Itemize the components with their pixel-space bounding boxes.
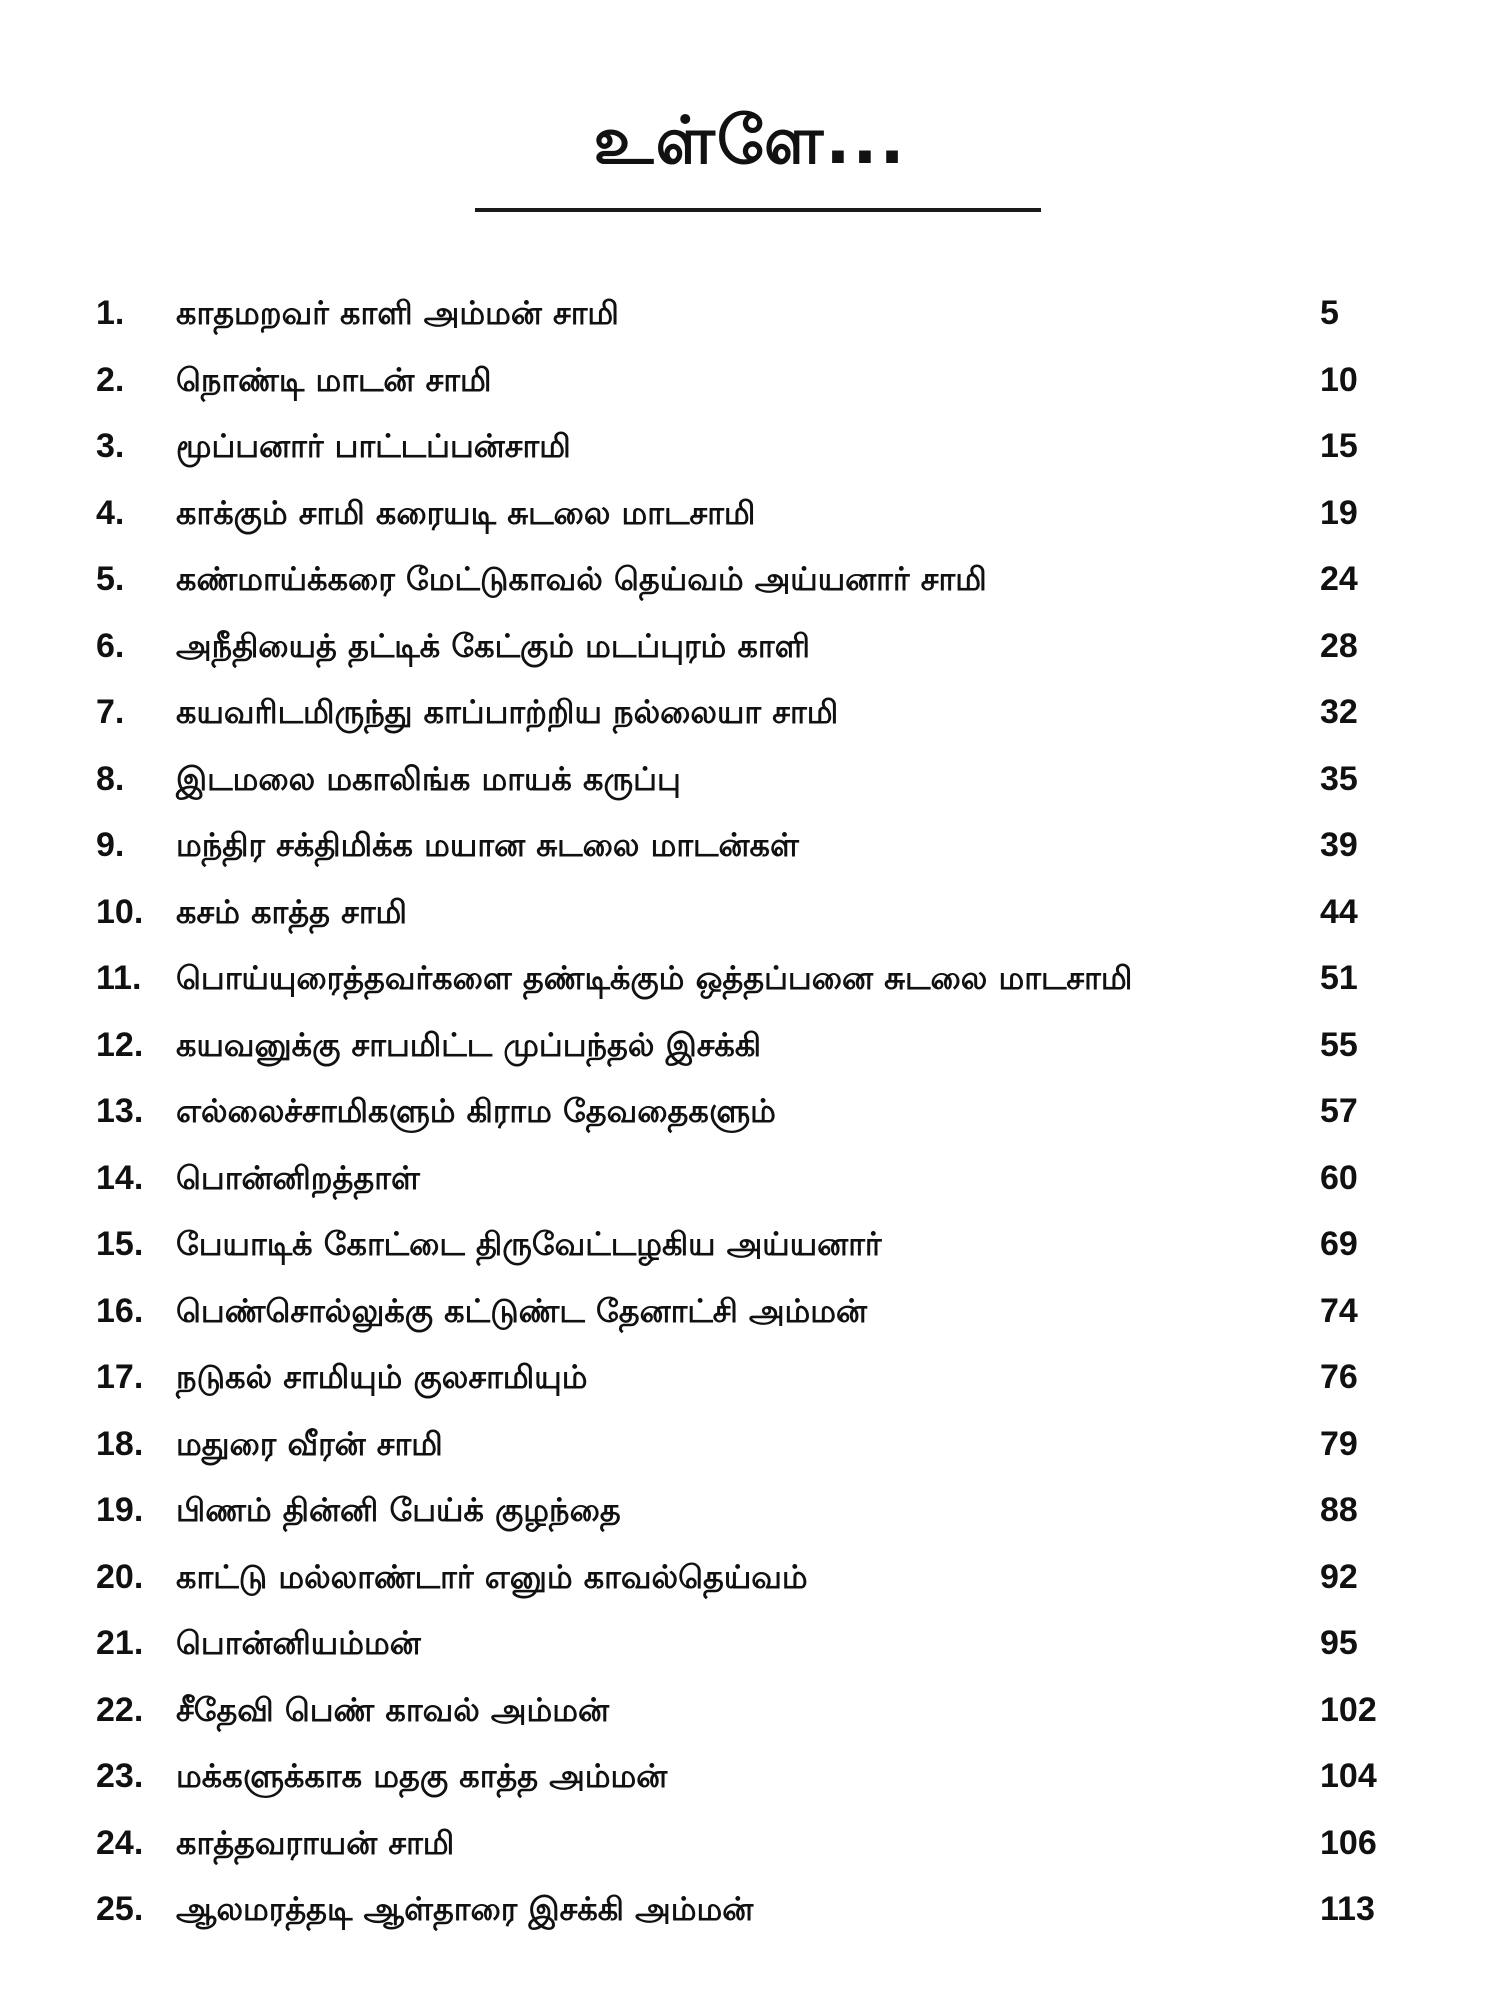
toc-entry-page-number: 44: [1320, 892, 1358, 931]
toc-entry-number: 13.: [96, 1092, 144, 1130]
toc-entry-title: நடுகல் சாமியும் குலசாமியும்: [176, 1358, 588, 1396]
toc-entry: [0, 879, 1500, 946]
toc-entry-number: 4.: [96, 493, 125, 532]
title-underline: [475, 208, 1041, 212]
toc-entry-page-number: 69: [1320, 1225, 1358, 1263]
toc-entry-number: 2.: [96, 360, 125, 399]
toc-entry-number: 9.: [96, 826, 125, 864]
toc-entry-title: சீதேவி பெண் காவல் அம்மன்: [176, 1690, 610, 1729]
toc-entry-number: 1.: [96, 294, 125, 332]
toc-entry-page-number: 79: [1320, 1424, 1358, 1463]
toc-entry-page-number: 106: [1320, 1823, 1377, 1862]
toc-entry-page-number: 39: [1320, 826, 1358, 864]
toc-entry: [0, 1477, 1500, 1544]
toc-entry-page-number: 28: [1320, 626, 1358, 665]
toc-entry-title: மூப்பனார் பாட்டப்பன்சாமி: [176, 427, 571, 465]
toc-entry-title: இடமலை மகாலிங்க மாயக் கருப்பு: [176, 759, 681, 798]
toc-entry-number: 21.: [96, 1624, 144, 1662]
toc-entry: [0, 347, 1500, 414]
toc-entry-number: 17.: [96, 1358, 144, 1396]
toc-entry-number: 25.: [96, 1890, 144, 1928]
toc-entry-title: காதமறவர் காளி அம்மன் சாமி: [176, 294, 619, 332]
toc-entry-title: பொய்யுரைத்தவர்களை தண்டிக்கும் ஒத்தப்பனை சுடலை மாடசாமி: [176, 959, 1133, 997]
toc-entry-page-number: 35: [1320, 759, 1358, 798]
toc-entry: [0, 1344, 1500, 1411]
toc-entry-title: மக்களுக்காக மதகு காத்த அம்மன்: [176, 1757, 668, 1795]
toc-entry-title: மந்திர சக்திமிக்க மயான சுடலை மாடன்கள்: [176, 826, 799, 864]
toc-entry-number: 24.: [96, 1823, 144, 1862]
toc-entry-number: 11.: [96, 959, 142, 997]
toc-entry-page-number: 95: [1320, 1624, 1358, 1662]
toc-entry-page-number: 76: [1320, 1358, 1358, 1396]
toc-entry: [0, 1610, 1500, 1677]
toc-entry-number: 12.: [96, 1025, 144, 1064]
toc-entry-page-number: 102: [1320, 1690, 1377, 1729]
toc-entry: [0, 1810, 1500, 1877]
toc-entry-page-number: 15: [1320, 427, 1358, 465]
toc-entry-title: கண்மாய்க்கரை மேட்டுகாவல் தெய்வம் அய்யனார் சாமி: [176, 560, 987, 598]
toc-entry: [0, 480, 1500, 547]
toc-entry: [0, 1876, 1500, 1943]
toc-entry: [0, 280, 1500, 347]
toc-entry: [0, 945, 1500, 1012]
toc-entry-number: 8.: [96, 759, 125, 798]
toc-entry-number: 22.: [96, 1690, 144, 1729]
toc-entry-number: 20.: [96, 1557, 144, 1596]
toc-entry: [0, 1544, 1500, 1611]
toc-entry-page-number: 88: [1320, 1491, 1358, 1529]
toc-entry: [0, 413, 1500, 480]
toc-entry: [0, 546, 1500, 613]
toc-entry-number: 10.: [96, 892, 144, 931]
toc-entry-title: காட்டு மல்லாண்டார் எனும் காவல்தெய்வம்: [176, 1557, 808, 1596]
toc-entry-page-number: 10: [1320, 360, 1358, 399]
toc-entry: [0, 613, 1500, 680]
toc-entry-page-number: 113: [1320, 1890, 1375, 1928]
toc-entry-page-number: 60: [1320, 1158, 1358, 1197]
toc-entry-title: மதுரை வீரன் சாமி: [176, 1424, 443, 1463]
toc-entry-page-number: 57: [1320, 1092, 1358, 1130]
table-of-contents: [0, 280, 1500, 1943]
toc-entry-number: 7.: [96, 693, 125, 731]
toc-entry-title: பிணம் தின்னி பேய்க் குழந்தை: [176, 1491, 621, 1529]
toc-entry: [0, 812, 1500, 879]
toc-entry-page-number: 24: [1320, 560, 1358, 598]
page-title: உள்ளே...: [593, 102, 907, 179]
toc-entry: [0, 1145, 1500, 1212]
toc-entry-title: பெண்சொல்லுக்கு கட்டுண்ட தேனாட்சி அம்மன்: [176, 1291, 868, 1330]
toc-entry: [0, 746, 1500, 813]
toc-entry: [0, 1078, 1500, 1145]
toc-entry: [0, 1411, 1500, 1478]
toc-entry-title: அநீதியைத் தட்டிக் கேட்கும் மடப்புரம் காளி: [176, 626, 810, 665]
toc-entry-title: பொன்னியம்மன்: [176, 1624, 421, 1662]
toc-entry-page-number: 5: [1320, 294, 1339, 332]
toc-entry-page-number: 32: [1320, 693, 1358, 731]
toc-entry-page-number: 55: [1320, 1025, 1358, 1064]
toc-entry-page-number: 74: [1320, 1291, 1358, 1330]
toc-entry-page-number: 19: [1320, 493, 1358, 532]
toc-entry-page-number: 92: [1320, 1557, 1358, 1596]
toc-entry-title: பேயாடிக் கோட்டை திருவேட்டழகிய அய்யனார்: [176, 1225, 882, 1263]
toc-entry: [0, 1211, 1500, 1278]
toc-entry-number: 19.: [96, 1491, 144, 1529]
toc-entry-title: நொண்டி மாடன் சாமி: [176, 360, 492, 399]
toc-entry-number: 23.: [96, 1757, 144, 1795]
toc-entry-title: கயவரிடமிருந்து காப்பாற்றிய நல்லையா சாமி: [176, 693, 839, 731]
toc-entry-number: 6.: [96, 626, 125, 665]
toc-entry-title: காக்கும் சாமி கரையடி சுடலை மாடசாமி: [176, 493, 756, 532]
toc-entry-number: 3.: [96, 427, 125, 465]
toc-entry-number: 16.: [96, 1291, 144, 1330]
toc-entry-title: பொன்னிறத்தாள்: [176, 1158, 420, 1197]
toc-entry-page-number: 104: [1320, 1757, 1377, 1795]
toc-entry-title: காத்தவராயன் சாமி: [176, 1823, 455, 1862]
toc-entry: [0, 1677, 1500, 1744]
toc-entry-title: எல்லைச்சாமிகளும் கிராம தேவதைகளும்: [176, 1092, 776, 1130]
toc-entry-title: கசம் காத்த சாமி: [176, 892, 408, 931]
toc-entry-number: 18.: [96, 1424, 144, 1463]
toc-entry-title: கயவனுக்கு சாபமிட்ட முப்பந்தல் இசக்கி: [176, 1025, 762, 1064]
toc-entry-number: 14.: [96, 1158, 144, 1197]
toc-entry: [0, 679, 1500, 746]
toc-entry: [0, 1743, 1500, 1810]
toc-entry-title: ஆலமரத்தடி ஆள்தாரை இசக்கி அம்மன்: [176, 1890, 754, 1928]
toc-entry-number: 15.: [96, 1225, 144, 1263]
toc-entry: [0, 1278, 1500, 1345]
toc-entry: [0, 1012, 1500, 1079]
toc-entry-page-number: 51: [1320, 959, 1358, 997]
toc-entry-number: 5.: [96, 560, 125, 598]
